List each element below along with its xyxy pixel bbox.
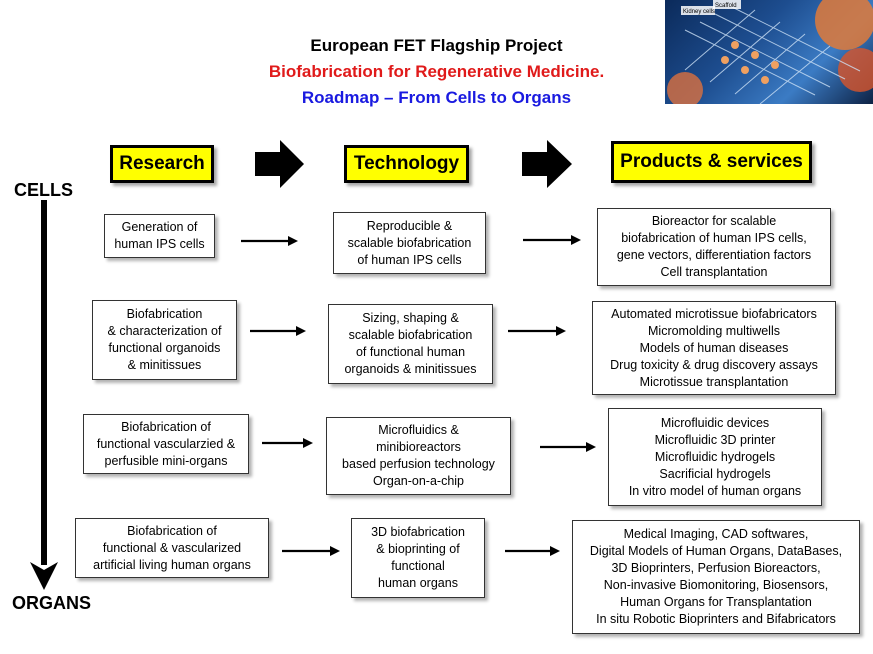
row4-technology-box xyxy=(351,518,485,598)
box-line: Human Organs for Transplantation xyxy=(620,595,812,609)
box-line: Cell transplantation xyxy=(660,265,768,279)
box-line: 3D Bioprinters, Perfusion Bioreactors, xyxy=(611,561,821,575)
box-line: perfusible mini-organs xyxy=(104,453,228,468)
box-line: Automated microtissue biofabricators xyxy=(611,306,817,321)
title-line-1: European FET Flagship Project xyxy=(310,36,563,55)
box-line: Models of human diseases xyxy=(639,340,789,355)
block-arrow-1 xyxy=(255,140,304,188)
box-line: Medical Imaging, CAD softwares, xyxy=(623,527,809,541)
box-line: Sacrificial hydrogels xyxy=(659,466,771,481)
box-line: Microfluidic 3D printer xyxy=(654,432,776,447)
row3-technology-box xyxy=(326,417,511,495)
row3-products-box xyxy=(608,408,822,506)
box-line: functional vascularzied & xyxy=(96,436,236,451)
box-line: Biofabrication xyxy=(126,307,203,321)
row1-research-box xyxy=(104,214,215,258)
row4-research-box xyxy=(75,518,269,578)
box-line: Biofabrication of xyxy=(121,419,211,434)
row1-technology-box xyxy=(333,212,486,274)
box-line: functional xyxy=(391,559,445,573)
box-line: Organ-on-a-chip xyxy=(372,474,464,488)
row3-research-box xyxy=(83,414,249,474)
box-line: Reproducible & xyxy=(366,218,453,233)
box-line: Sizing, shaping & xyxy=(362,311,459,325)
box-line: scalable biofabrication xyxy=(348,328,473,342)
box-line: Microtissue transplantation xyxy=(639,374,789,389)
box-line: gene vectors, differentiation factors xyxy=(616,248,812,262)
box-line: based perfusion technology xyxy=(342,457,495,471)
scaffold-label: Scaffold xyxy=(715,3,737,9)
box-line: & characterization of xyxy=(107,324,222,338)
box-line: Generation of xyxy=(121,220,198,234)
box-line: In vitro model of human organs xyxy=(628,483,802,498)
box-line: & minitissues xyxy=(127,358,202,372)
box-line: functional & vascularized xyxy=(102,540,242,555)
header-products: Products & services xyxy=(611,141,812,183)
box-line: biofabrication of human IPS cells, xyxy=(621,231,807,245)
box-line: Drug toxicity & drug discovery assays xyxy=(610,357,818,372)
box-line: Non-invasive Biomonitoring, Biosensors, xyxy=(603,578,829,592)
title-line-2: Biofabrication for Regenerative Medicine. xyxy=(268,62,605,81)
box-line: human IPS cells xyxy=(114,237,205,251)
axis-label-cells: CELLS xyxy=(14,180,74,200)
header-research: Research xyxy=(110,145,214,183)
box-line: of human IPS cells xyxy=(357,252,462,267)
box-line: human organs xyxy=(378,576,458,590)
row2-products-box xyxy=(592,301,836,395)
axis-label-organs: ORGANS xyxy=(12,593,92,613)
box-line: Microfluidics & xyxy=(378,423,459,437)
block-arrow-2 xyxy=(522,140,572,188)
box-line: organoids & minitissues xyxy=(344,362,477,376)
box-line: artificial living human organs xyxy=(93,557,251,572)
box-line: & bioprinting of xyxy=(376,542,460,556)
header-technology: Technology xyxy=(344,145,469,183)
box-line: In situ Robotic Bioprinters and Bifabricators xyxy=(596,612,836,626)
title-line-3: Roadmap – From Cells to Organs xyxy=(301,88,572,107)
box-line: Bioreactor for scalable xyxy=(651,214,777,228)
box-line: minibioreactors xyxy=(376,440,461,454)
row4-products-box xyxy=(572,520,860,634)
row1-products-box xyxy=(597,208,831,286)
box-line: Digital Models of Human Organs, DataBases, xyxy=(589,544,843,558)
box-line: 3D biofabrication xyxy=(371,525,465,539)
box-line: Microfluidic hydrogels xyxy=(654,449,776,464)
box-line: functional organoids xyxy=(108,341,221,355)
box-line: of functional human xyxy=(355,345,466,359)
box-line: Microfluidic devices xyxy=(660,415,770,430)
row2-technology-box xyxy=(328,304,493,384)
kidney-cells-label: Kidney cells xyxy=(683,9,716,15)
row2-research-box xyxy=(92,300,237,380)
cells-to-organs-arrowhead xyxy=(30,562,58,590)
box-line: scalable biofabrication xyxy=(347,235,472,250)
box-line: Biofabrication of xyxy=(127,523,217,538)
box-line: Micromolding multiwells xyxy=(648,323,780,338)
